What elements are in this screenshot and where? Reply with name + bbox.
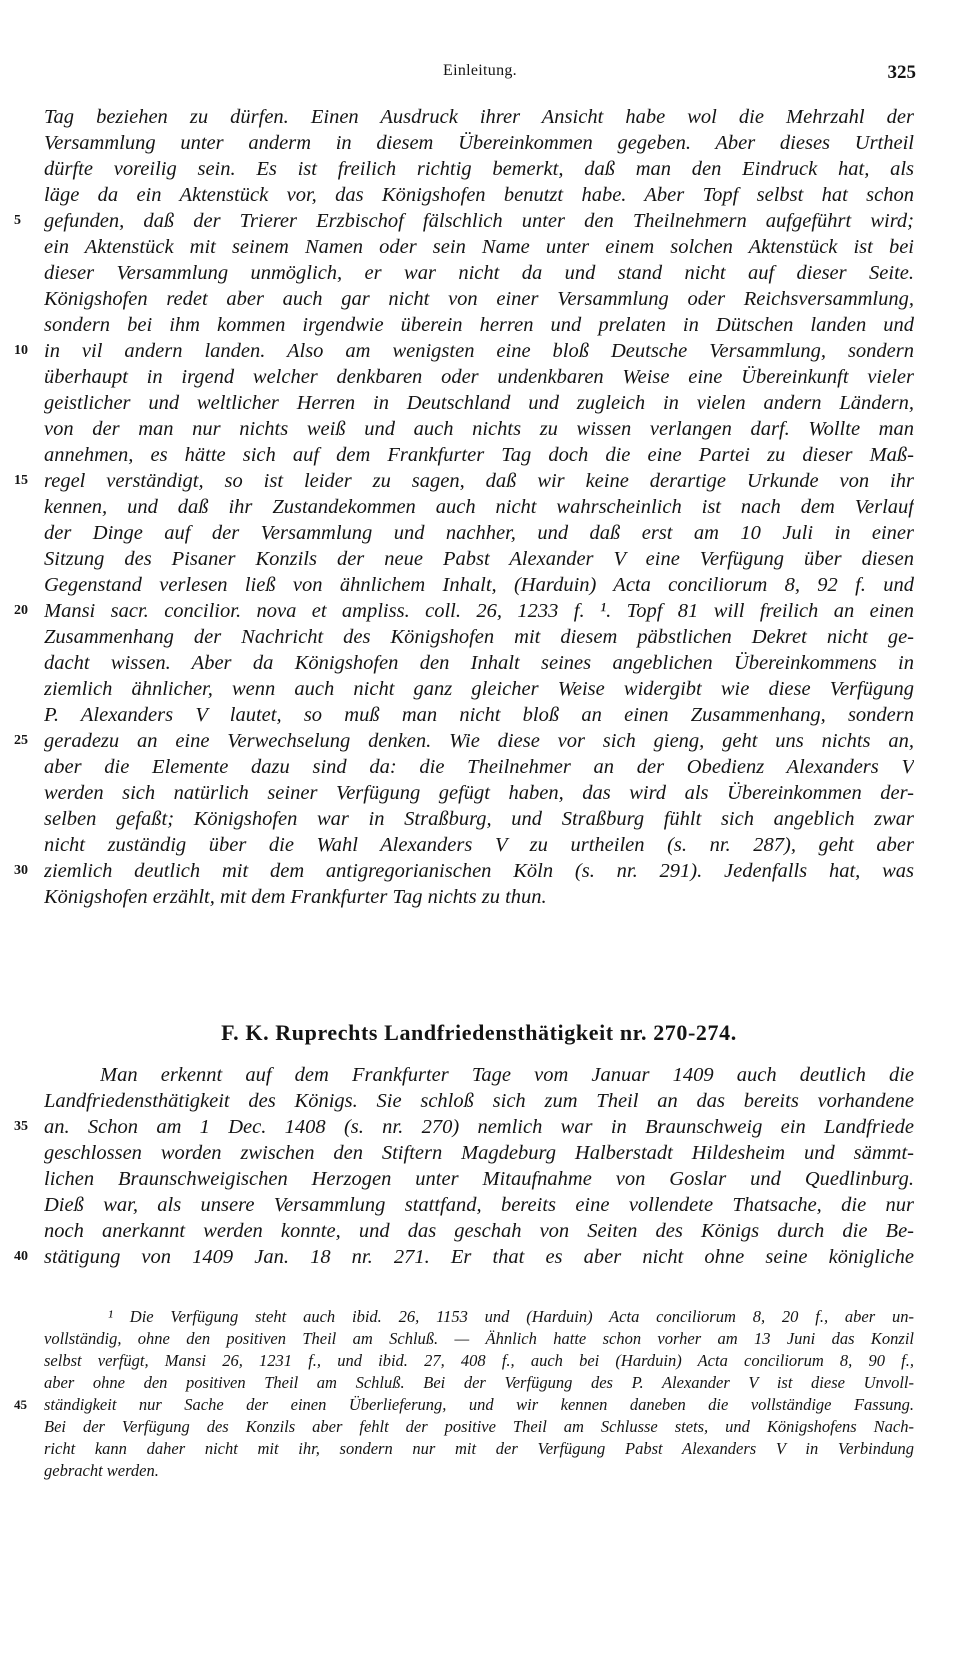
line-number: 25 — [14, 733, 28, 748]
body-line: werden sich natürlich seiner Verfügung gefügt haben, das wird als Übereinkommen der- — [44, 782, 914, 804]
section-line: Landfriedensthätigkeit des Königs. Sie schloß sich zum Theil an das bereits vorhandene — [44, 1090, 914, 1112]
footnote-line: ständigkeit nur Sache der einen Überlieferung, und wir kennen daneben die vollständige Fassung. — [44, 1395, 914, 1414]
section-line: Dieß war, als unsere Versammlung stattfand, bereits eine vollendete Thatsache, die nur — [44, 1194, 914, 1216]
line-number: 35 — [14, 1119, 28, 1134]
body-line: von der man nur nichts weiß und auch nichts zu wissen verlangen darf. Wollte man — [44, 418, 914, 440]
body-line: selben gefaßt; Königshofen war in Straßburg, und Straßburg fühlt sich angeblich zwar — [44, 808, 914, 830]
body-line: Versammlung unter anderm in diesem Übereinkommen gegeben. Aber dieses Urtheil — [44, 132, 914, 154]
footnote-line: selbst verfügt, Mansi 26, 1231 f., und ibid. 27, 408 f., auch bei (Harduin) Acta conciliorum 8, 90 f., — [44, 1351, 914, 1370]
body-line: regel verständigt, so ist leider zu sagen, daß wir keine derartige Urkunde von ihr — [44, 470, 914, 492]
footnote-line: gebracht werden. — [44, 1461, 159, 1480]
body-line: überhaupt in irgend welcher denkbaren oder undenkbaren Weise eine Übereinkunft vieler — [44, 366, 914, 388]
body-line: Tag beziehen zu dürfen. Einen Ausdruck ihrer Ansicht habe wol die Mehrzahl der — [44, 106, 914, 128]
body-line: sondern bei ihm kommen irgendwie überein herren und prelaten in Dütschen landen und — [44, 314, 914, 336]
footnote-line: ¹ Die Verfügung steht auch ibid. 26, 1153 und (Harduin) Acta conciliorum 8, 20 f., aber un- — [108, 1307, 914, 1326]
line-number: 45 — [14, 1397, 27, 1412]
body-line: läge da ein Aktenstück vor, das Königshofen benutzt habe. Aber Topf selbst hat schon — [44, 184, 914, 206]
body-line: Sitzung des Pisaner Konzils der neue Pabst Alexander V eine Verfügung über diesen — [44, 548, 914, 570]
body-line: dacht wissen. Aber da Königshofen den Inhalt seines angeblichen Übereinkommens in — [44, 652, 914, 674]
body-line: annehmen, es hätte sich auf dem Frankfurter Tag doch die eine Partei zu dieser Maß- — [44, 444, 914, 466]
body-line: P. Alexanders V lautet, so muß man nicht bloß an einen Zusammenhang, sondern — [44, 704, 914, 726]
body-line: der Dinge auf der Versammlung und nachher, und daß erst am 10 Juli in einer — [44, 522, 914, 544]
line-number: 5 — [14, 213, 21, 228]
footnote-line: richt kann daher nicht mit ihr, sondern nur mit der Verfügung Pabst Alexanders V in Verbindung — [44, 1439, 914, 1458]
page-number: 325 — [887, 62, 916, 83]
body-line: Königshofen erzählt, mit dem Frankfurter Tag nichts zu thun. — [44, 886, 547, 908]
body-line: kennen, und daß ihr Zustandekommen auch nicht wahrscheinlich ist nach dem Verlauf — [44, 496, 914, 518]
body-line: dieser Versammlung unmöglich, er war nicht da und stand nicht auf dieser Seite. — [44, 262, 914, 284]
footnote-line: Bei der Verfügung des Konzils aber fehlt der positive Theil am Schlusse stets, und Königshofens Nach- — [44, 1417, 914, 1436]
section-line: geschlossen worden zwischen den Stiftern Magdeburg Halberstadt Hildesheim und sämmt- — [44, 1142, 914, 1164]
body-line: Gegenstand verlesen ließ von ähnlichem Inhalt, (Harduin) Acta conciliorum 8, 92 f. und — [44, 574, 914, 596]
section-line: Man erkennt auf dem Frankfurter Tage vom Januar 1409 auch deutlich die — [100, 1064, 914, 1086]
body-line: gefunden, daß der Trierer Erzbischof fälschlich unter den Theilnehmern aufgeführt wird; — [44, 210, 914, 232]
running-title: Einleitung. — [443, 62, 517, 79]
running-header — [44, 62, 916, 88]
body-line: Zusammenhang der Nachricht des Königshofen mit diesem päbstlichen Dekret nicht ge- — [44, 626, 914, 648]
footnote-line: vollständig, ohne den positiven Theil am Schluß. — Ähnlich hatte schon vorher am 13 Juni das Konzil — [44, 1329, 914, 1348]
section-line: lichen Braunschweigischen Herzogen unter Mitaufnahme von Goslar und Quedlinburg. — [44, 1168, 914, 1190]
line-number: 40 — [14, 1249, 28, 1264]
section-line: noch anerkannt werden konnte, und das geschah von Seiten des Königs durch die Be- — [44, 1220, 914, 1242]
section-line: stätigung von 1409 Jan. 18 nr. 271. Er that es aber nicht ohne seine königliche — [44, 1246, 914, 1268]
body-line: geradezu an eine Verwechselung denken. Wie diese vor sich gieng, geht uns nichts an, — [44, 730, 914, 752]
footnote-line: aber ohne den positiven Theil am Schluß. Bei der Verfügung des P. Alexander V ist diese Unvoll- — [44, 1373, 914, 1392]
section-heading: F. K. Ruprechts Landfriedensthätigkeit nr. 270-274. — [221, 1020, 737, 1045]
body-line: ziemlich ähnlicher, wenn auch nicht ganz gleicher Weise widergibt wie diese Verfügung — [44, 678, 914, 700]
body-line: geistlicher und weltlicher Herren in Deutschland und zugleich in vielen andern Ländern, — [44, 392, 914, 414]
body-line: Königshofen redet aber auch gar nicht von einer Versammlung oder Reichsversammlung, — [44, 288, 914, 310]
line-number: 20 — [14, 603, 28, 618]
body-line: Mansi sacr. concilior. nova et ampliss. coll. 26, 1233 f. ¹. Topf 81 will freilich an einen — [44, 600, 914, 622]
body-line: aber die Elemente dazu sind da: die Theilnehmer an der Obedienz Alexanders V — [44, 756, 914, 778]
body-line: dürfte voreilig sein. Es ist freilich richtig bemerkt, daß man den Eindruck hat, als — [44, 158, 914, 180]
section-line: an. Schon am 1 Dec. 1408 (s. nr. 270) nemlich war in Braunschweig ein Landfriede — [44, 1116, 914, 1138]
line-number: 30 — [14, 863, 28, 878]
body-line: ein Aktenstück mit seinem Namen oder sein Name unter einem solchen Aktenstück ist bei — [44, 236, 914, 258]
body-line: nicht zuständig über die Wahl Alexanders V zu urtheilen (s. nr. 287), geht aber — [44, 834, 914, 856]
body-line: ziemlich deutlich mit dem antigregorianischen Köln (s. nr. 291). Jedenfalls hat, was — [44, 860, 914, 882]
line-number: 10 — [14, 343, 28, 358]
line-number: 15 — [14, 473, 28, 488]
body-line: in vil andern landen. Also am wenigsten eine bloß Deutsche Versammlung, sondern — [44, 340, 914, 362]
